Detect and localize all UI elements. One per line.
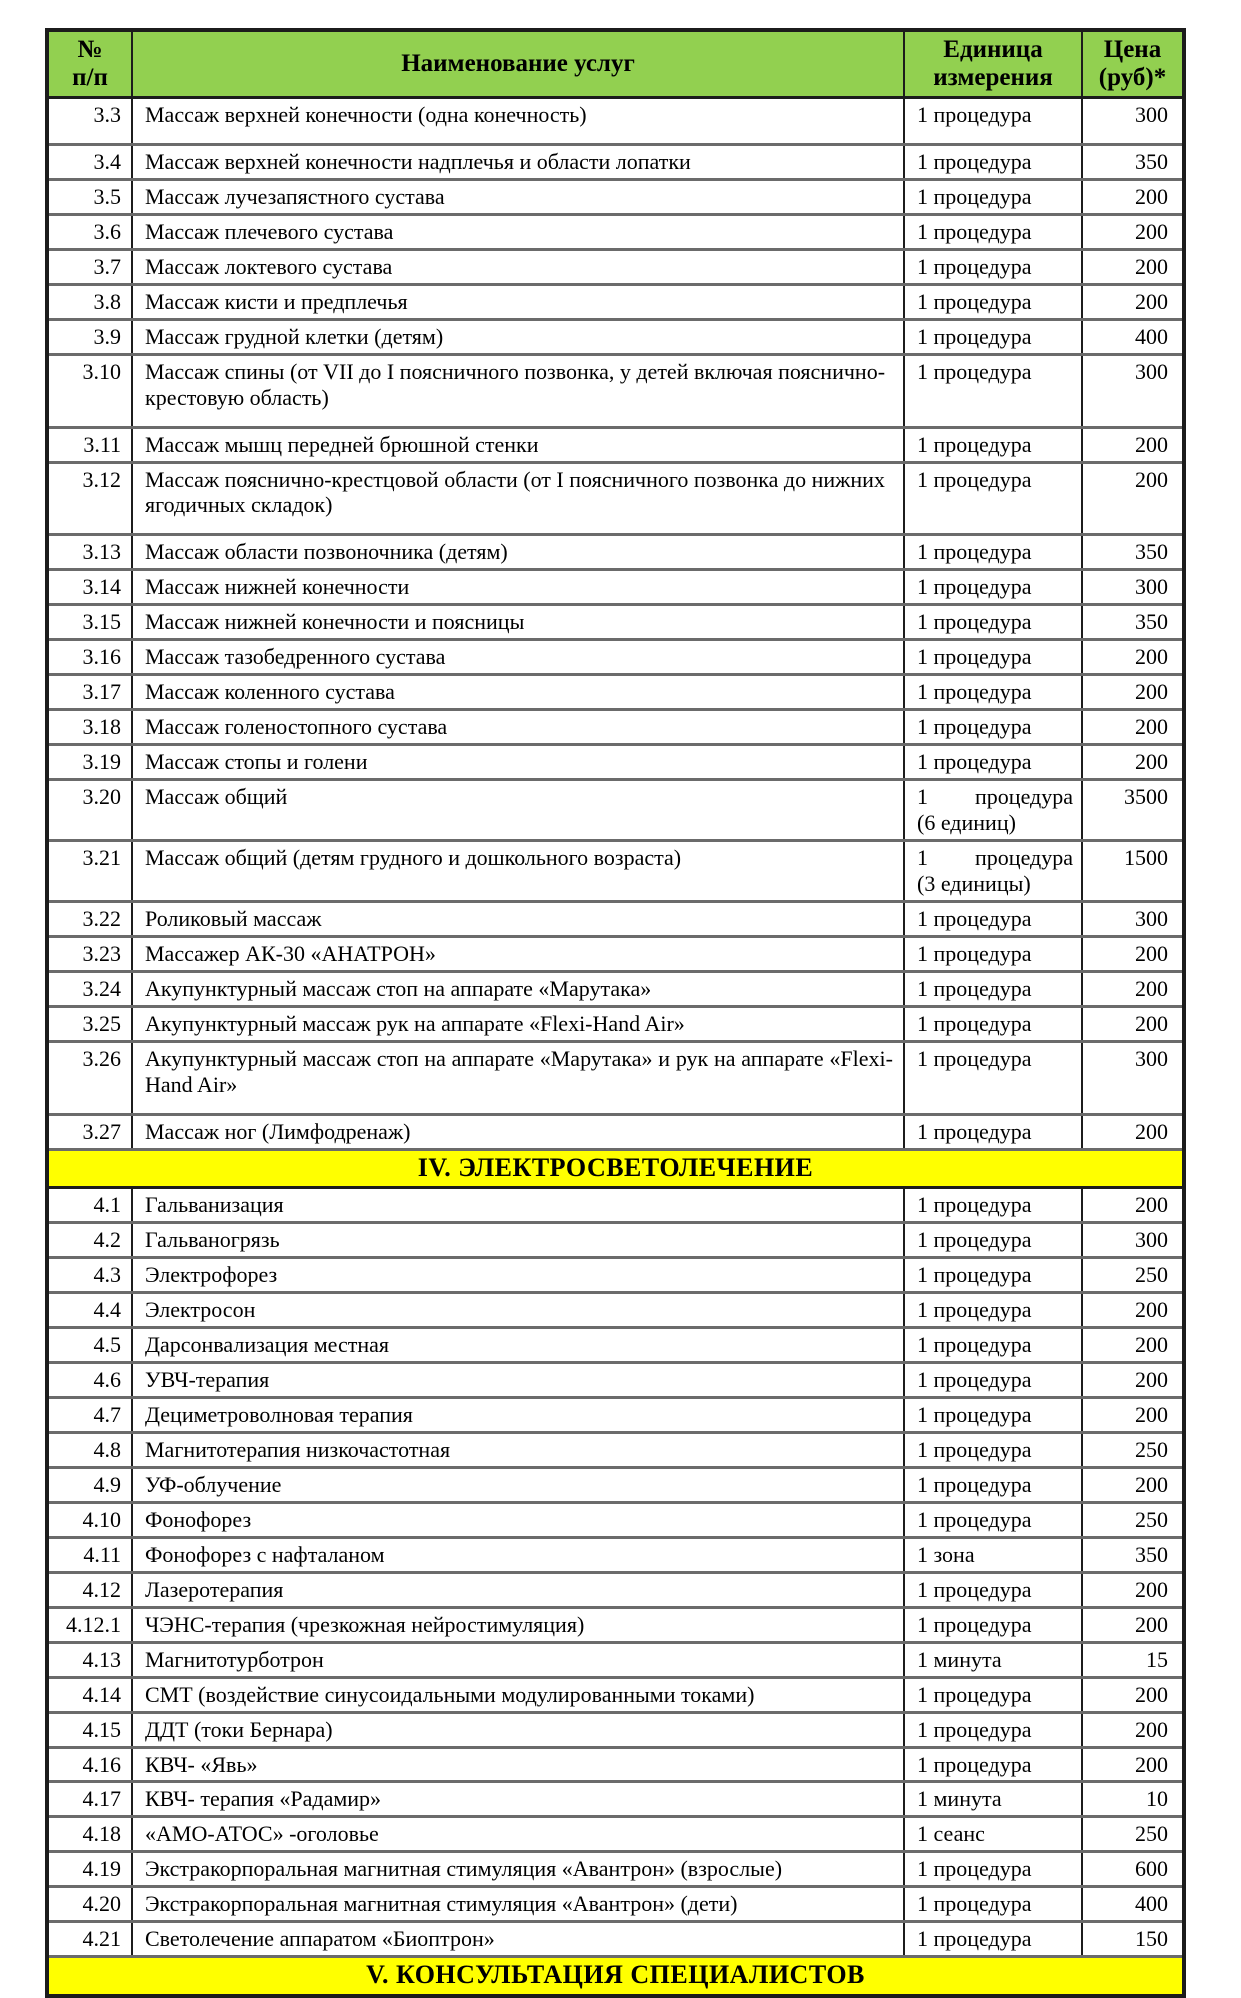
unit-cell: 1 процедура: [904, 1293, 1082, 1328]
unit-word: процедура: [975, 845, 1073, 871]
row-number-cell: 4.15: [47, 1712, 132, 1747]
unit-cell: 1 процедура: [904, 354, 1082, 427]
row-number-cell: 4.9: [47, 1467, 132, 1502]
unit-cell: 1 процедура: [904, 640, 1082, 675]
row-number-cell: 4.21: [47, 1922, 132, 1957]
row-number-cell: 3.15: [47, 605, 132, 640]
table-row: [47, 1817, 1184, 1852]
unit-cell: 1 процедура: [904, 1467, 1082, 1502]
section-header-label: IV. ЭЛЕКТРОСВЕТОЛЕЧЕНИЕ: [47, 1149, 1184, 1188]
table-row: [47, 901, 1184, 936]
unit-cell: 1 процедура: [904, 570, 1082, 605]
price-cell: 200: [1082, 1677, 1184, 1712]
unit-cell: 1 процедура: [904, 1328, 1082, 1363]
price-cell: 200: [1082, 1188, 1184, 1223]
price-cell: 250: [1082, 1432, 1184, 1467]
col-header-num: [47, 30, 132, 98]
price-cell: 200: [1082, 427, 1184, 462]
table-row: [47, 675, 1184, 710]
row-number-cell: 3.9: [47, 319, 132, 354]
unit-qty: 1: [917, 784, 928, 810]
unit-cell: 1 процедура: [904, 427, 1082, 462]
table-row: [47, 1363, 1184, 1398]
section-row: [47, 1149, 1184, 1188]
service-name-cell: Массаж нижней конечности: [132, 570, 904, 605]
service-name-cell: Массаж нижней конечности и поясницы: [132, 605, 904, 640]
service-name-cell: Акупунктурный массаж стоп на аппарате «Марутака»: [132, 971, 904, 1006]
price-cell: 400: [1082, 319, 1184, 354]
row-number-cell: 4.11: [47, 1537, 132, 1572]
row-number-cell: 3.17: [47, 675, 132, 710]
row-number-cell: 4.17: [47, 1782, 132, 1817]
row-number-cell: 4.12: [47, 1572, 132, 1607]
row-number-cell: 3.26: [47, 1041, 132, 1114]
unit-cell: 1 минута: [904, 1782, 1082, 1817]
service-name-cell: Массаж ног (Лимфодренаж): [132, 1114, 904, 1149]
table-row: [47, 936, 1184, 971]
service-name-cell: Магнитотерапия низкочастотная: [132, 1432, 904, 1467]
table-row: [47, 971, 1184, 1006]
price-cell: 300: [1082, 570, 1184, 605]
table-row: [47, 354, 1184, 427]
service-name-cell: Фонофорез с нафталаном: [132, 1537, 904, 1572]
unit-cell: 1 процедура: [904, 1712, 1082, 1747]
service-name-cell: Светолечение аппаратом «Биоптрон»: [132, 1922, 904, 1957]
row-number-cell: 3.24: [47, 971, 132, 1006]
service-name-cell: Дециметроволновая терапия: [132, 1397, 904, 1432]
price-cell: 200: [1082, 1467, 1184, 1502]
unit-line2: (6 единиц): [917, 810, 1016, 836]
row-number-cell: 4.12.1: [47, 1607, 132, 1642]
row-number-cell: 3.25: [47, 1006, 132, 1041]
unit-cell: 1 процедура: [904, 1041, 1082, 1114]
service-name-cell: УФ-облучение: [132, 1467, 904, 1502]
table-row: [47, 1607, 1184, 1642]
table-row: [47, 1782, 1184, 1817]
table-row: [47, 1114, 1184, 1149]
unit-cell: 1 процедура: [904, 1502, 1082, 1537]
price-cell: 400: [1082, 1887, 1184, 1922]
row-number-cell: 4.18: [47, 1817, 132, 1852]
col-header-price-line2: (руб)*: [1098, 64, 1167, 91]
price-cell: 150: [1082, 1922, 1184, 1957]
unit-cell: 1 процедура: [904, 1852, 1082, 1887]
unit-cell: 1 процедура: [904, 1114, 1082, 1149]
row-number-cell: 3.12: [47, 462, 132, 535]
service-name-cell: ДДТ (токи Бернара): [132, 1712, 904, 1747]
service-name-cell: Акупунктурный массаж рук на аппарате «Flexi-Hand Air»: [132, 1006, 904, 1041]
unit-cell: 1 процедура: [904, 1223, 1082, 1258]
service-name-cell: Массаж локтевого сустава: [132, 249, 904, 284]
service-name-cell: Лазеротерапия: [132, 1572, 904, 1607]
row-number-cell: 4.10: [47, 1502, 132, 1537]
unit-line1: [917, 845, 1073, 871]
col-header-price-line1: Цена: [1103, 36, 1162, 63]
price-cell: 350: [1082, 535, 1184, 570]
table-row: [47, 1041, 1184, 1114]
service-name-cell: Массаж коленного сустава: [132, 675, 904, 710]
service-name-cell: Фонофорез: [132, 1502, 904, 1537]
price-cell: 15: [1082, 1642, 1184, 1677]
row-number-cell: 3.16: [47, 640, 132, 675]
service-name-cell: ЧЭНС-терапия (чрезкожная нейростимуляция): [132, 1607, 904, 1642]
table-row: [47, 214, 1184, 249]
unit-cell: 1 зона: [904, 1537, 1082, 1572]
table-row: [47, 710, 1184, 745]
table-row: [47, 1887, 1184, 1922]
price-table-body: [47, 98, 1184, 1996]
row-number-cell: 3.11: [47, 427, 132, 462]
table-row: [47, 1747, 1184, 1782]
service-name-cell: Массаж мышц передней брюшной стенки: [132, 427, 904, 462]
service-name-cell: «АМО-АТОС» -оголовье: [132, 1817, 904, 1852]
unit-cell: 1 процедура: [904, 901, 1082, 936]
row-number-cell: 4.16: [47, 1747, 132, 1782]
unit-cell: 1 процедура: [904, 535, 1082, 570]
unit-cell: 1 процедура: [904, 1887, 1082, 1922]
unit-cell: 1 процедура: [904, 1922, 1082, 1957]
service-name-cell: Массажер АК-30 «АНАТРОН»: [132, 936, 904, 971]
service-name-cell: Гальванизация: [132, 1188, 904, 1223]
row-number-cell: 3.8: [47, 284, 132, 319]
price-cell: 1500: [1082, 841, 1184, 902]
unit-cell: 1 процедура: [904, 1397, 1082, 1432]
price-cell: 200: [1082, 1607, 1184, 1642]
price-cell: 200: [1082, 1572, 1184, 1607]
service-name-cell: Экстракорпоральная магнитная стимуляция «Авантрон» (дети): [132, 1887, 904, 1922]
table-row: [47, 841, 1184, 902]
unit-cell: 1 процедура: [904, 214, 1082, 249]
price-cell: 200: [1082, 1363, 1184, 1398]
service-name-cell: Магнитотурботрон: [132, 1642, 904, 1677]
unit-cell: 1 процедура: [904, 1747, 1082, 1782]
unit-cell: 1 процедура: [904, 936, 1082, 971]
unit-word: процедура: [975, 784, 1073, 810]
service-name-cell: Массаж общий: [132, 780, 904, 841]
price-cell: 200: [1082, 1397, 1184, 1432]
table-row: [47, 535, 1184, 570]
row-number-cell: 3.14: [47, 570, 132, 605]
service-name-cell: Электросон: [132, 1293, 904, 1328]
price-cell: 200: [1082, 1114, 1184, 1149]
row-number-cell: 3.19: [47, 745, 132, 780]
table-row: [47, 319, 1184, 354]
price-cell: 200: [1082, 971, 1184, 1006]
unit-line2: (3 единицы): [917, 870, 1031, 896]
price-cell: 200: [1082, 179, 1184, 214]
row-number-cell: 3.27: [47, 1114, 132, 1149]
header-row: [47, 30, 1184, 98]
row-number-cell: 4.19: [47, 1852, 132, 1887]
col-header-price: [1082, 30, 1184, 98]
unit-cell: 1 процедура: [904, 1188, 1082, 1223]
service-name-cell: Массаж области позвоночника (детям): [132, 535, 904, 570]
service-name-cell: Массаж спины (от VII до I поясничного позвонка, у детей включая пояснично-крестовую область): [132, 354, 904, 427]
service-name-cell: Электрофорез: [132, 1258, 904, 1293]
service-name-cell: Массаж верхней конечности (одна конечность): [132, 98, 904, 145]
price-cell: 350: [1082, 144, 1184, 179]
row-number-cell: 4.5: [47, 1328, 132, 1363]
row-number-cell: 4.6: [47, 1363, 132, 1398]
unit-cell: 1 процедура: [904, 1006, 1082, 1041]
unit-cell: 1 процедура: [904, 1607, 1082, 1642]
table-row: [47, 780, 1184, 841]
service-name-cell: Массаж лучезапястного сустава: [132, 179, 904, 214]
service-name-cell: Роликовый массаж: [132, 901, 904, 936]
col-header-name: [132, 30, 904, 98]
unit-cell: 1 сеанс: [904, 1817, 1082, 1852]
table-row: [47, 1432, 1184, 1467]
price-cell: 200: [1082, 675, 1184, 710]
table-row: [47, 1852, 1184, 1887]
price-cell: 300: [1082, 1041, 1184, 1114]
col-header-unit: [904, 30, 1082, 98]
row-number-cell: 4.3: [47, 1258, 132, 1293]
price-cell: 300: [1082, 98, 1184, 145]
price-cell: 3500: [1082, 780, 1184, 841]
service-name-cell: СМТ (воздействие синусоидальными модулированными токами): [132, 1677, 904, 1712]
table-row: [47, 144, 1184, 179]
price-cell: 350: [1082, 605, 1184, 640]
table-row: [47, 745, 1184, 780]
price-cell: 600: [1082, 1852, 1184, 1887]
service-name-cell: Гальваногрязь: [132, 1223, 904, 1258]
price-cell: 10: [1082, 1782, 1184, 1817]
unit-cell: 1 процедура: [904, 745, 1082, 780]
table-row: [47, 249, 1184, 284]
unit-cell: 1 процедура: [904, 179, 1082, 214]
row-number-cell: 4.2: [47, 1223, 132, 1258]
price-cell: 200: [1082, 936, 1184, 971]
unit-cell: 1 процедура: [904, 1572, 1082, 1607]
row-number-cell: 3.4: [47, 144, 132, 179]
price-cell: 350: [1082, 1537, 1184, 1572]
table-row: [47, 605, 1184, 640]
service-name-cell: КВЧ- «Явь»: [132, 1747, 904, 1782]
service-name-cell: Массаж верхней конечности надплечья и области лопатки: [132, 144, 904, 179]
row-number-cell: 3.7: [47, 249, 132, 284]
unit-cell: 1 процедура: [904, 1432, 1082, 1467]
table-row: [47, 1293, 1184, 1328]
row-number-cell: 3.21: [47, 841, 132, 902]
price-cell: 200: [1082, 1006, 1184, 1041]
price-cell: 200: [1082, 249, 1184, 284]
unit-cell: 1 процедура: [904, 605, 1082, 640]
price-cell: 300: [1082, 1223, 1184, 1258]
table-row: [47, 1677, 1184, 1712]
unit-cell: 1 процедура: [904, 971, 1082, 1006]
table-row: [47, 1258, 1184, 1293]
table-row: [47, 1397, 1184, 1432]
price-cell: 300: [1082, 901, 1184, 936]
service-name-cell: УВЧ-терапия: [132, 1363, 904, 1398]
col-header-name-label: Наименование услуг: [401, 50, 635, 77]
unit-cell: 1 процедура: [904, 98, 1082, 145]
row-number-cell: 3.3: [47, 98, 132, 145]
row-number-cell: 3.13: [47, 535, 132, 570]
table-row: [47, 570, 1184, 605]
table-row: [47, 1006, 1184, 1041]
service-name-cell: Акупунктурный массаж стоп на аппарате «Марутака» и рук на аппарате «Flexi-Hand Air»: [132, 1041, 904, 1114]
unit-cell: [904, 780, 1082, 841]
table-row: [47, 98, 1184, 145]
row-number-cell: 4.14: [47, 1677, 132, 1712]
row-number-cell: 4.7: [47, 1397, 132, 1432]
row-number-cell: 4.13: [47, 1642, 132, 1677]
col-header-num-line2: п/п: [72, 64, 108, 91]
price-cell: 300: [1082, 354, 1184, 427]
service-name-cell: Массаж стопы и голени: [132, 745, 904, 780]
table-row: [47, 1572, 1184, 1607]
row-number-cell: 4.20: [47, 1887, 132, 1922]
row-number-cell: 3.5: [47, 179, 132, 214]
unit-cell: 1 процедура: [904, 1677, 1082, 1712]
unit-cell: 1 процедура: [904, 1363, 1082, 1398]
price-cell: 200: [1082, 1712, 1184, 1747]
unit-cell: 1 процедура: [904, 144, 1082, 179]
table-row: [47, 1328, 1184, 1363]
service-name-cell: Экстракорпоральная магнитная стимуляция «Авантрон» (взрослые): [132, 1852, 904, 1887]
table-row: [47, 1537, 1184, 1572]
row-number-cell: 3.6: [47, 214, 132, 249]
service-name-cell: Массаж грудной клетки (детям): [132, 319, 904, 354]
row-number-cell: 3.20: [47, 780, 132, 841]
unit-cell: 1 процедура: [904, 710, 1082, 745]
table-row: [47, 1502, 1184, 1537]
service-name-cell: КВЧ- терапия «Радамир»: [132, 1782, 904, 1817]
price-cell: 200: [1082, 1328, 1184, 1363]
row-number-cell: 4.4: [47, 1293, 132, 1328]
table-row: [47, 179, 1184, 214]
col-header-unit-line1: Единица: [943, 36, 1043, 63]
table-row: [47, 1188, 1184, 1223]
table-row: [47, 1467, 1184, 1502]
price-table-header: [47, 30, 1184, 98]
price-cell: 200: [1082, 214, 1184, 249]
unit-cell: 1 процедура: [904, 319, 1082, 354]
section-row: [47, 1957, 1184, 1996]
row-number-cell: 3.10: [47, 354, 132, 427]
service-name-cell: Массаж кисти и предплечья: [132, 284, 904, 319]
unit-cell: 1 процедура: [904, 675, 1082, 710]
unit-cell: [904, 841, 1082, 902]
price-cell: 200: [1082, 710, 1184, 745]
price-cell: 200: [1082, 284, 1184, 319]
unit-cell: 1 процедура: [904, 1258, 1082, 1293]
row-number-cell: 4.8: [47, 1432, 132, 1467]
col-header-num-line1: №: [77, 36, 103, 63]
table-row: [47, 640, 1184, 675]
row-number-cell: 3.22: [47, 901, 132, 936]
price-cell: 200: [1082, 745, 1184, 780]
row-number-cell: 3.23: [47, 936, 132, 971]
row-number-cell: 4.1: [47, 1188, 132, 1223]
price-cell: 200: [1082, 1747, 1184, 1782]
price-cell: 250: [1082, 1502, 1184, 1537]
service-name-cell: Массаж тазобедренного сустава: [132, 640, 904, 675]
service-name-cell: Массаж голеностопного сустава: [132, 710, 904, 745]
table-row: [47, 462, 1184, 535]
service-name-cell: Дарсонвализация местная: [132, 1328, 904, 1363]
table-row: [47, 1223, 1184, 1258]
table-row: [47, 427, 1184, 462]
price-cell: 250: [1082, 1817, 1184, 1852]
unit-cell: 1 минута: [904, 1642, 1082, 1677]
service-name-cell: Массаж пояснично-крестцовой области (от I поясничного позвонка до нижних ягодичных складок): [132, 462, 904, 535]
unit-cell: 1 процедура: [904, 284, 1082, 319]
table-row: [47, 1642, 1184, 1677]
document-page: [0, 28, 1241, 1990]
table-row: [47, 1712, 1184, 1747]
price-cell: 200: [1082, 1293, 1184, 1328]
table-row: [47, 1922, 1184, 1957]
price-cell: 250: [1082, 1258, 1184, 1293]
section-header-label: V. КОНСУЛЬТАЦИЯ СПЕЦИАЛИСТОВ: [47, 1957, 1184, 1996]
col-header-unit-line2: измерения: [933, 64, 1053, 91]
price-cell: 200: [1082, 462, 1184, 535]
unit-cell: 1 процедура: [904, 249, 1082, 284]
price-table: [45, 28, 1186, 1998]
service-name-cell: Массаж плечевого сустава: [132, 214, 904, 249]
service-name-cell: Массаж общий (детям грудного и дошкольного возраста): [132, 841, 904, 902]
unit-cell: 1 процедура: [904, 462, 1082, 535]
unit-line1: [917, 784, 1073, 810]
price-cell: 200: [1082, 640, 1184, 675]
unit-qty: 1: [917, 845, 928, 871]
row-number-cell: 3.18: [47, 710, 132, 745]
table-row: [47, 284, 1184, 319]
